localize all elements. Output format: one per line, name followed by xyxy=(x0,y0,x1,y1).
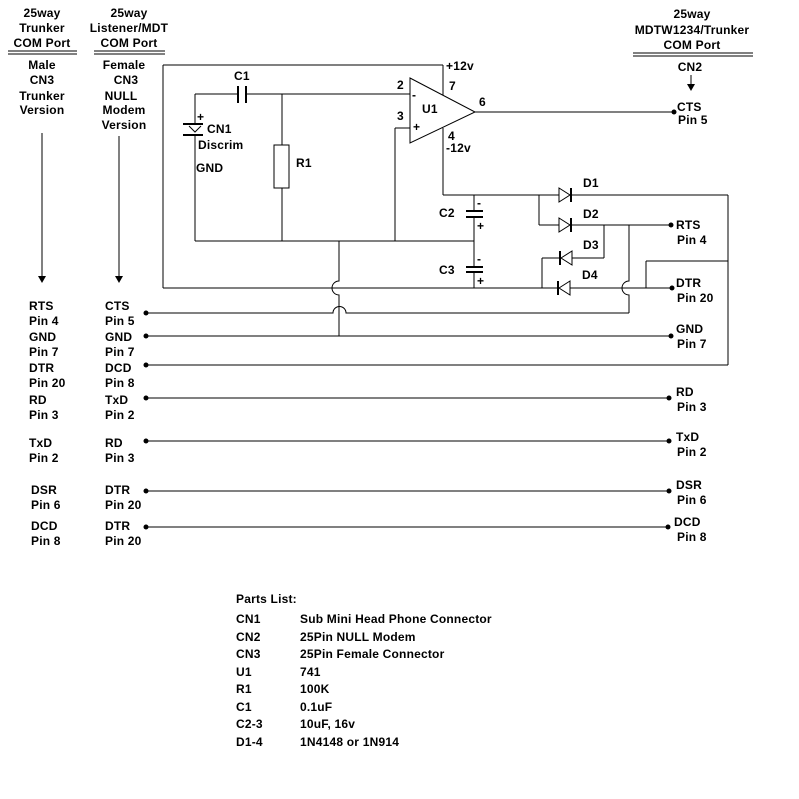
opamp-pin3-label: 3 xyxy=(397,109,404,123)
capacitor-c1 xyxy=(238,86,246,103)
mdtw-port-header xyxy=(635,7,750,74)
part-ref: C2-3 xyxy=(236,717,263,731)
cn1-jack xyxy=(183,124,203,135)
mdtw-title-1: 25way xyxy=(673,7,711,21)
listener-arrowhead xyxy=(115,276,123,283)
pin-label: Pin 4 xyxy=(29,314,59,328)
pin-label: DSR xyxy=(676,478,702,492)
pin-label: Pin 20 xyxy=(105,498,142,512)
diode-d3 xyxy=(560,251,572,265)
listener-title-3: COM Port xyxy=(100,36,158,50)
pin-label: RD xyxy=(676,385,694,399)
pin-label: Pin 6 xyxy=(31,498,61,512)
pin-label: Pin 6 xyxy=(677,493,707,507)
u1-label: U1 xyxy=(422,102,438,116)
rts-to-cts-vertical-hop xyxy=(622,225,629,313)
mdtw-title-3: COM Port xyxy=(663,38,721,52)
pin-label: Pin 2 xyxy=(105,408,135,422)
d4-label: D4 xyxy=(582,268,598,282)
c2-plus-sign: + xyxy=(477,219,485,233)
opamp-pin4-label: 4 xyxy=(448,129,455,143)
part-desc: 100K xyxy=(300,682,330,696)
d1-label: D1 xyxy=(583,176,599,190)
c3-plus-sign: + xyxy=(477,274,485,288)
parts-list-title: Parts List: xyxy=(236,592,297,606)
pin-label: DCD xyxy=(105,361,132,375)
d3-label: D3 xyxy=(583,238,599,252)
part-ref: CN1 xyxy=(236,612,261,626)
pin-label: RTS xyxy=(676,218,701,232)
listener-version-2: Modem xyxy=(102,103,146,117)
pin-label: DTR xyxy=(105,519,131,533)
trunker-version-1: Trunker xyxy=(19,89,65,103)
part-desc: 1N4148 or 1N914 xyxy=(300,735,400,749)
connection-dots xyxy=(144,110,677,530)
mdtw-connector: CN2 xyxy=(677,60,703,74)
part-ref: C1 xyxy=(236,700,252,714)
c2-minus-sign: - xyxy=(477,196,482,210)
pin-label: RD xyxy=(29,393,47,407)
part-ref: D1-4 xyxy=(236,735,263,749)
pin-label: GND xyxy=(105,330,133,344)
pin-label: RTS xyxy=(29,299,54,313)
pin-label: DCD xyxy=(31,519,58,533)
listener-gender: Female xyxy=(102,58,146,72)
pin-label: TxD xyxy=(105,393,129,407)
component-labels xyxy=(196,59,599,288)
pin-label: Pin 2 xyxy=(29,451,59,465)
trunker-pin-column xyxy=(29,299,66,548)
trunker-gender: Male xyxy=(28,58,56,72)
diode-d1 xyxy=(559,188,571,202)
pin-label: Pin 20 xyxy=(677,291,714,305)
listener-title-2: Listener/MDT xyxy=(89,21,169,35)
r1-label: R1 xyxy=(296,156,312,170)
c3-label: C3 xyxy=(439,263,455,277)
c2-label: C2 xyxy=(439,206,455,220)
listener-port-header xyxy=(90,6,169,132)
part-desc: 0.1uF xyxy=(300,700,333,714)
listener-version-1: NULL xyxy=(104,89,138,103)
pin-label: DCD xyxy=(674,515,701,529)
pin-label: Pin 3 xyxy=(677,400,707,414)
plus12v-label: +12v xyxy=(446,59,474,73)
listener-pin-column xyxy=(105,299,142,548)
opamp-inverting-sign: - xyxy=(412,88,417,102)
trunker-version-2: Version xyxy=(19,103,65,117)
minus12v-label: -12v xyxy=(446,141,471,155)
part-ref: R1 xyxy=(236,682,252,696)
pin-label: Pin 20 xyxy=(105,534,142,548)
pin-label: Pin 3 xyxy=(29,408,59,422)
trunker-port-header xyxy=(14,6,71,117)
opamp-noninverting-sign: + xyxy=(413,120,421,134)
pin-label: Pin 5 xyxy=(678,113,708,127)
pin-label: Pin 8 xyxy=(105,376,135,390)
pin-label: GND xyxy=(29,330,57,344)
wire-hops xyxy=(146,225,629,336)
part-desc: Sub Mini Head Phone Connector xyxy=(300,612,492,626)
pin-label: Pin 7 xyxy=(105,345,135,359)
part-desc: 741 xyxy=(300,665,321,679)
capacitor-c2 xyxy=(466,211,483,217)
parts-list xyxy=(236,592,492,749)
opamp-pin6-label: 6 xyxy=(479,95,486,109)
d2-label: D2 xyxy=(583,207,599,221)
pin-label: Pin 7 xyxy=(29,345,59,359)
part-ref: U1 xyxy=(236,665,252,679)
pin-label: DTR xyxy=(29,361,55,375)
resistor-r1-body xyxy=(274,145,289,188)
listener-title-1: 25way xyxy=(110,6,148,20)
trunker-title-2: Trunker xyxy=(19,21,65,35)
pin-label: TxD xyxy=(676,430,700,444)
pin-label: RD xyxy=(105,436,123,450)
pin-label: Pin 4 xyxy=(677,233,707,247)
pin-label: Pin 3 xyxy=(105,451,135,465)
part-ref: CN3 xyxy=(236,647,261,661)
pin-label: Pin 20 xyxy=(29,376,66,390)
jack-tip-arrow xyxy=(189,126,201,132)
gnd-label: GND xyxy=(196,161,224,175)
trunker-title-3: COM Port xyxy=(13,36,71,50)
pin-label: Pin 2 xyxy=(677,445,707,459)
part-desc: 25Pin Female Connector xyxy=(300,647,445,661)
cn2-arrowhead xyxy=(687,84,695,91)
mdtw-pin-column xyxy=(674,100,714,544)
pin-label: TxD xyxy=(29,436,53,450)
opamp-pin2-label: 2 xyxy=(397,78,404,92)
trunker-title-1: 25way xyxy=(23,6,61,20)
pin-label: DSR xyxy=(31,483,57,497)
diode-d4 xyxy=(558,281,570,295)
capacitor-c3 xyxy=(466,267,483,272)
c3-minus-sign: - xyxy=(477,252,482,266)
listener-version-3: Version xyxy=(101,118,147,132)
pin-label: GND xyxy=(676,322,704,336)
pin-label: Pin 8 xyxy=(677,530,707,544)
pin-label: DTR xyxy=(105,483,131,497)
pin-label: Pin 8 xyxy=(31,534,61,548)
pin-label: DTR xyxy=(676,276,702,290)
pin-label: CTS xyxy=(677,100,702,114)
listener-connector: CN3 xyxy=(113,73,139,87)
part-desc: 25Pin NULL Modem xyxy=(300,630,416,644)
diode-d2 xyxy=(559,218,571,232)
c1-label: C1 xyxy=(234,69,250,83)
mdtw-title-2: MDTW1234/Trunker xyxy=(634,23,750,37)
pin-label: Pin 5 xyxy=(105,314,135,328)
pin-label: Pin 7 xyxy=(677,337,707,351)
part-ref: CN2 xyxy=(236,630,261,644)
discrim-label: Discrim xyxy=(198,138,244,152)
part-desc: 10uF, 16v xyxy=(300,717,356,731)
cn1-label: CN1 xyxy=(207,122,232,136)
opamp-pin7-label: 7 xyxy=(449,79,456,93)
trunker-connector: CN3 xyxy=(29,73,55,87)
trunker-arrowhead xyxy=(38,276,46,283)
pin-label: CTS xyxy=(105,299,130,313)
jack-plus-label: + xyxy=(197,110,205,124)
cts-rts-crossover-line xyxy=(146,307,629,314)
